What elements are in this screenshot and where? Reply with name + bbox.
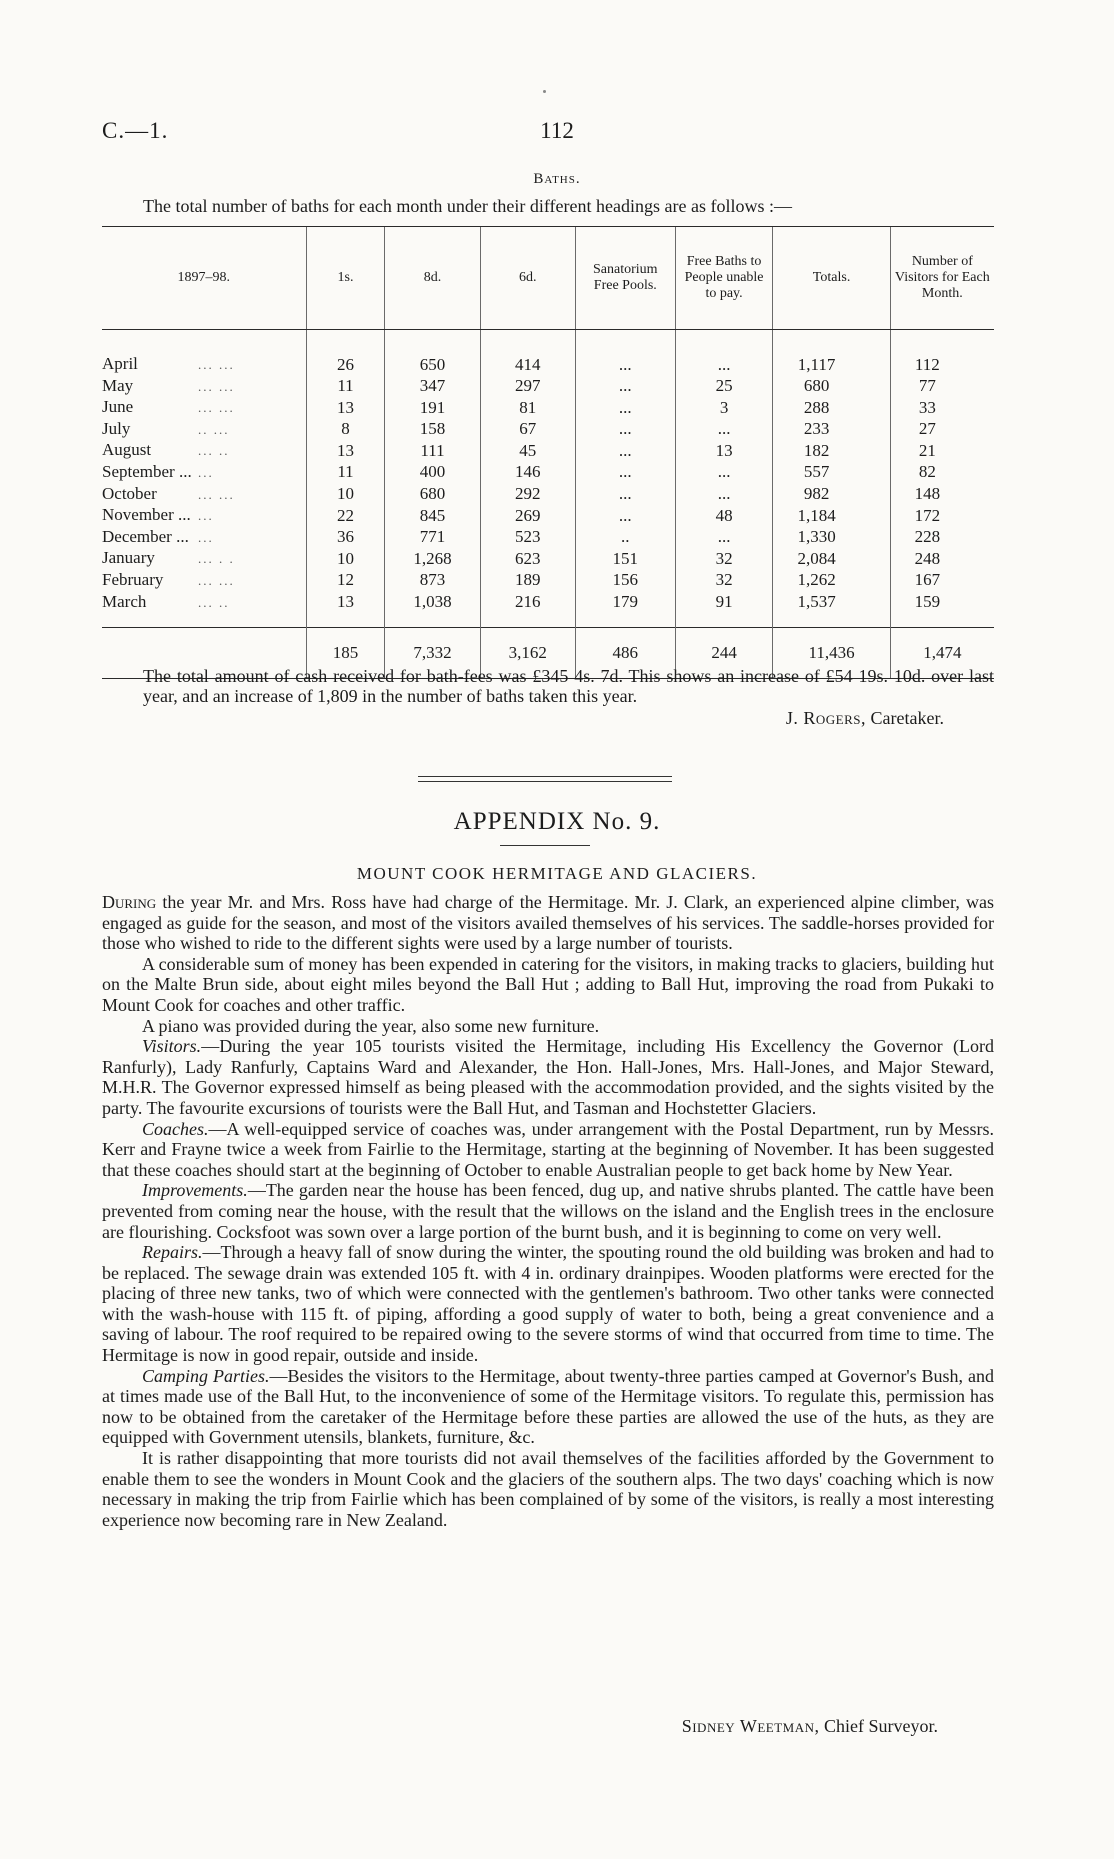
cell-8d: 650 [385, 354, 480, 376]
paragraph-expenditure: A considerable sum of money has been expended in catering for the visitors, in making tracks to glaciers, building hut on the Malte Brun side, about eight miles beyond the Ball Hut ; adding to Ball Hut, improving the road from Pukaki to Mount Cook for coaches and other traffic. [102, 953, 994, 1015]
dot-leader: ... .. [198, 594, 230, 610]
spacer-cell [575, 330, 675, 355]
paragraph-visitors-text: —During the year 105 tourists visited the Hermitage, including His Excellency the Governor (Lord Ranfurly), Lady Ranfurly, Captains Ward and Alexander, the Hon. Hall-Jones, Mrs. Hall-Jones, and Major Steward, M.H.R. The Governor expressed himself as being pleased with the accommodation provided, and the sights visited by the party. The favourite excursions of tourists were the Ball Hut, and Tasman and Hochstetter Glaciers. [102, 1036, 994, 1118]
cell-totals: 1,330 [773, 527, 890, 549]
total-6d: 3,162 [480, 628, 575, 679]
month-name: November ... [102, 505, 191, 525]
cell-free-baths: 3 [675, 397, 773, 419]
cell-totals: 1,262 [773, 570, 890, 592]
cell-sanatorium: 151 [575, 548, 675, 570]
cell-6d: 414 [480, 354, 575, 376]
cell-totals: 233 [773, 419, 890, 441]
month-name: June [102, 397, 134, 417]
month-name: February [102, 569, 164, 589]
cell-sanatorium: ... [575, 440, 675, 462]
paragraph-camping [102, 1366, 994, 1448]
cell-8d: 111 [385, 440, 480, 462]
cell-free-baths: ... [675, 462, 773, 484]
cell-totals: 1,184 [773, 505, 890, 527]
table-row [102, 570, 994, 592]
table-row [102, 592, 994, 628]
cell-6d: 189 [480, 570, 575, 592]
dot-leader: ... ... [198, 486, 235, 502]
cell-month [102, 484, 306, 506]
column-header-8d: 8d. [385, 227, 480, 330]
cell-6d: 67 [480, 419, 575, 441]
month-name: January [102, 548, 155, 568]
cell-month [102, 397, 306, 419]
cell-6d: 523 [480, 527, 575, 549]
cell-8d: 873 [385, 570, 480, 592]
paragraph-conclusion: It is rather disappointing that more tourists did not avail themselves of the facilities afforded by the Government to enable them to see the wonders in Mount Cook and the glaciers of the southern alps. The two days' coaching which is now necessary in making the trip from Fairlie which has been complained of by some of the visitors, is really a most interesting experience now becoming rare in New Zealand. [102, 1448, 994, 1530]
column-header-visitors: Number of Visitors for Each Month. [890, 227, 994, 330]
cell-sanatorium: 156 [575, 570, 675, 592]
dot-leader: ... [198, 508, 214, 524]
month-name: May [102, 375, 134, 395]
cell-month [102, 376, 306, 398]
cell-sanatorium: ... [575, 484, 675, 506]
cell-sanatorium: ... [575, 397, 675, 419]
cell-visitors: 21 [890, 440, 994, 462]
spacer-cell [890, 330, 994, 355]
column-header-totals: Totals. [773, 227, 890, 330]
dot-leader: ... [198, 529, 214, 545]
paragraph-visitors-label: Visitors. [142, 1036, 202, 1057]
double-rule-bottom [418, 781, 672, 782]
table-row [102, 376, 994, 398]
dot-leader: ... ... [198, 378, 235, 394]
cell-month [102, 440, 306, 462]
surveyor-signature [682, 1716, 938, 1737]
cell-month [102, 548, 306, 570]
column-header-free-baths: Free Baths to People unable to pay. [675, 227, 773, 330]
table-row [102, 505, 994, 527]
cell-1s: 8 [306, 419, 385, 441]
page-number: 112 [540, 118, 574, 143]
cell-sanatorium: ... [575, 419, 675, 441]
cell-1s: 12 [306, 570, 385, 592]
spacer-cell [306, 330, 385, 355]
double-rule-top [418, 776, 672, 777]
cell-8d: 191 [385, 397, 480, 419]
dot-leader: ... . . [198, 551, 235, 567]
month-name: December ... [102, 526, 189, 546]
cell-6d: 146 [480, 462, 575, 484]
cell-sanatorium: ... [575, 376, 675, 398]
total-visitors: 1,474 [890, 628, 994, 679]
cell-1s: 13 [306, 397, 385, 419]
paragraph-visitors [102, 1036, 994, 1118]
paragraph-lead-word: During [102, 892, 157, 912]
cell-8d: 1,268 [385, 548, 480, 570]
surveyor-name: Sidney Weetman, [681, 1716, 820, 1736]
spacer-cell [102, 330, 306, 355]
cell-visitors: 27 [890, 419, 994, 441]
cell-visitors: 228 [890, 527, 994, 549]
table-header-row [102, 227, 994, 330]
month-name: September ... [102, 461, 192, 481]
cell-8d: 158 [385, 419, 480, 441]
cell-totals: 1,117 [773, 354, 890, 376]
paragraph-repairs [102, 1242, 994, 1366]
dot-leader: ... ... [198, 357, 235, 372]
paragraph-improvements-label: Improvements. [142, 1180, 248, 1201]
cell-1s: 26 [306, 354, 385, 376]
baths-intro: The total number of baths for each month under their different headings are as follows :— [143, 196, 792, 216]
cell-free-baths: ... [675, 527, 773, 549]
cell-visitors: 77 [890, 376, 994, 398]
table-row [102, 484, 994, 506]
cell-sanatorium: ... [575, 354, 675, 376]
cell-free-baths: 32 [675, 570, 773, 592]
appendix-title-rule [500, 845, 590, 846]
baths-heading [0, 171, 1114, 188]
paragraph-piano: A piano was provided during the year, also some new furniture. [142, 1015, 600, 1036]
cell-1s: 10 [306, 548, 385, 570]
paragraph-coaches-label: Coaches. [142, 1118, 209, 1139]
cell-month [102, 354, 306, 376]
cell-month [102, 592, 306, 628]
column-header-period: 1897–98. [102, 227, 306, 330]
spacer-cell [675, 330, 773, 355]
cell-1s: 13 [306, 440, 385, 462]
cell-month [102, 419, 306, 441]
cell-sanatorium: ... [575, 505, 675, 527]
table-row [102, 462, 994, 484]
paragraph-repairs-text: —Through a heavy fall of snow during the winter, the spouting round the old building was broken and had to be replaced. The sewage drain was extended 105 ft. with 4 in. ordinary drainpipes. Wooden platforms were erected for the placing of three new tanks, two of which were connected with the gentlemen's bathroom. Two other tanks were connected with the wash-house with 115 ft. of piping, affording a good supply of water to both, being a great convenience and a saving of labour. The roof required to be repaired owing to the severe storms of wind that occurred from time to time. The Hermitage is now in good repair, outside and inside. [102, 1242, 994, 1366]
column-header-1s: 1s. [306, 227, 385, 330]
cell-totals: 982 [773, 484, 890, 506]
cell-free-baths: 13 [675, 440, 773, 462]
total-1s: 185 [306, 628, 385, 679]
cell-6d: 292 [480, 484, 575, 506]
cell-6d: 81 [480, 397, 575, 419]
cell-free-baths: ... [675, 419, 773, 441]
cell-totals: 288 [773, 397, 890, 419]
month-name: July [102, 418, 131, 438]
paragraph-coaches-text: —A well-equipped service of coaches was, under arrangement with the Postal Department, run by Messrs. Kerr and Frayne twice a week from Fairlie to the Hermitage, starting at the beginning of November. It has been suggested that these coaches should start at the beginning of October to enable Australian people to get back home by New Year. [102, 1118, 994, 1180]
paragraph-camping-text: —Besides the visitors to the Hermitage, about twenty-three parties camped at Governor's Bush, and at times made use of the Ball Hut, to the inconvenience of some of the Hermitage visitors. To regulate this, permission has now to be obtained from the caretaker of the Hermitage before these parties are allowed the use of the huts, as they are equipped with Government utensils, blankets, furniture, &c. [102, 1365, 994, 1448]
cell-totals: 1,537 [773, 592, 890, 628]
table-row [102, 419, 994, 441]
total-totals: 11,436 [773, 628, 890, 679]
cell-1s: 13 [306, 592, 385, 628]
cell-6d: 269 [480, 505, 575, 527]
month-name: March [102, 591, 147, 611]
cell-1s: 10 [306, 484, 385, 506]
paragraph-coaches [102, 1119, 994, 1181]
cell-totals: 557 [773, 462, 890, 484]
baths-summary [102, 666, 994, 706]
cell-8d: 400 [385, 462, 480, 484]
cell-free-baths: ... [675, 354, 773, 376]
appendix-subtitle: MOUNT COOK HERMITAGE AND GLACIERS. [356, 864, 758, 883]
spacer-cell [480, 330, 575, 355]
column-header-6d: 6d. [480, 227, 575, 330]
dot-leader: ... ... [198, 400, 235, 416]
dot-leader: ... ... [198, 572, 235, 588]
cell-free-baths: 25 [675, 376, 773, 398]
table-row [102, 527, 994, 549]
cell-free-baths: ... [675, 484, 773, 506]
cell-sanatorium: .. [575, 527, 675, 549]
total-sanatorium: 486 [575, 628, 675, 679]
total-free-baths: 244 [675, 628, 773, 679]
cell-visitors: 33 [890, 397, 994, 419]
caretaker-role: Caretaker. [870, 708, 944, 728]
cell-totals: 680 [773, 376, 890, 398]
cell-visitors: 159 [890, 592, 994, 628]
month-name: April [102, 354, 138, 373]
cell-1s: 36 [306, 527, 385, 549]
cell-month [102, 527, 306, 549]
cell-6d: 45 [480, 440, 575, 462]
cell-totals: 2,084 [773, 548, 890, 570]
cell-6d: 297 [480, 376, 575, 398]
column-header-sanatorium: Sanatorium Free Pools. [575, 227, 675, 330]
caretaker-signature [786, 708, 944, 729]
paragraph-repairs-label: Repairs. [142, 1242, 203, 1263]
surveyor-role: Chief Surveyor. [824, 1716, 938, 1736]
page-mark [543, 90, 546, 93]
paragraph-improvements [102, 1180, 994, 1242]
dot-leader: ... [198, 464, 214, 480]
cell-visitors: 167 [890, 570, 994, 592]
dot-leader: .. ... [198, 421, 230, 437]
cell-visitors: 248 [890, 548, 994, 570]
table-row [102, 440, 994, 462]
cell-free-baths: 48 [675, 505, 773, 527]
cell-8d: 1,038 [385, 592, 480, 628]
dot-leader: ... .. [198, 443, 230, 459]
baths-table [102, 226, 994, 679]
caretaker-name: J. Rogers, [785, 708, 867, 728]
cell-1s: 22 [306, 505, 385, 527]
cell-month [102, 570, 306, 592]
cell-visitors: 112 [890, 354, 994, 376]
paragraph-intro-text: the year Mr. and Mrs. Ross have had charge of the Hermitage. Mr. J. Clark, an experienced alpine climber, was engaged as guide for the season, and most of the visitors availed themselves of his services. The saddle-horses provided for those who wished to ride to the different sights were used by a large number of tourists. [102, 892, 994, 954]
cell-totals: 182 [773, 440, 890, 462]
cell-visitors: 148 [890, 484, 994, 506]
cell-month [102, 505, 306, 527]
baths-heading-text: Baths. [533, 171, 581, 187]
table-row [102, 548, 994, 570]
document-reference: C.—1. [102, 118, 169, 143]
cell-8d: 771 [385, 527, 480, 549]
cell-1s: 11 [306, 376, 385, 398]
table-spacer-row [102, 330, 994, 355]
cell-1s: 11 [306, 462, 385, 484]
cell-free-baths: 32 [675, 548, 773, 570]
paragraph-intro [102, 892, 994, 954]
cell-6d: 216 [480, 592, 575, 628]
cell-month [102, 462, 306, 484]
cell-8d: 845 [385, 505, 480, 527]
cell-8d: 680 [385, 484, 480, 506]
spacer-cell [773, 330, 890, 355]
cell-8d: 347 [385, 376, 480, 398]
cell-6d: 623 [480, 548, 575, 570]
cell-sanatorium: ... [575, 462, 675, 484]
cell-free-baths: 91 [675, 592, 773, 628]
paragraph-improvements-text: —The garden near the house has been fenced, dug up, and native shrubs planted. The cattle have been prevented from coming near the house, with the result that the willows on the island and the English trees in the enclosure are flourishing. Cocksfoot was sown over a large portion of the burnt bush, and it is beginning to come on very well. [102, 1180, 994, 1242]
appendix-title: APPENDIX No. 9. [453, 808, 661, 835]
month-name: October [102, 483, 157, 503]
month-name: August [102, 440, 152, 460]
cell-visitors: 172 [890, 505, 994, 527]
spacer-cell [385, 330, 480, 355]
table-row [102, 397, 994, 419]
total-8d: 7,332 [385, 628, 480, 679]
cell-visitors: 82 [890, 462, 994, 484]
cell-sanatorium: 179 [575, 592, 675, 628]
appendix-body [102, 892, 994, 1530]
baths-summary-text: The total amount of cash received for bath-fees was £345 4s. 7d. This shows an increase of £54 19s. 10d. over last year, and an increase of 1,809 in the number of baths taken this year. [143, 666, 994, 706]
paragraph-camping-label: Camping Parties. [142, 1365, 270, 1386]
table-row [102, 354, 994, 376]
table-body [102, 330, 994, 628]
